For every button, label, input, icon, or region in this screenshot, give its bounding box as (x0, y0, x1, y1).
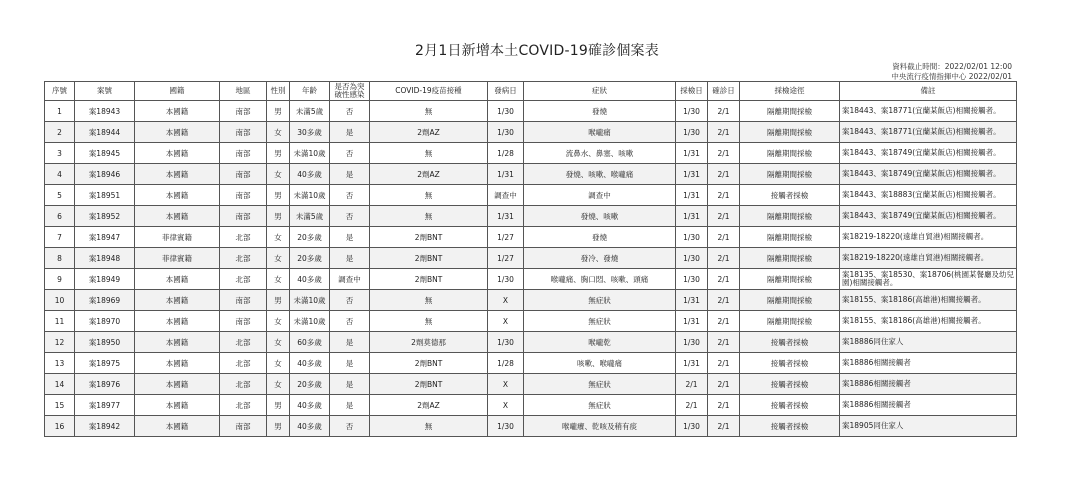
cell-onset: 調查中 (488, 185, 524, 206)
cell-age: 40多歲 (290, 269, 330, 290)
cell-case-no: 案18942 (75, 416, 135, 437)
cell-region: 南部 (220, 143, 267, 164)
header-onset: 發病日 (488, 82, 524, 101)
cell-sample-date: 2/1 (676, 374, 708, 395)
cell-note: 案18886相關接觸者 (840, 374, 1017, 395)
cell-case-no: 案18948 (75, 248, 135, 269)
cell-case-no: 案18976 (75, 374, 135, 395)
header-sex: 性別 (267, 82, 290, 101)
cell-onset: 1/30 (488, 101, 524, 122)
cell-case-no: 案18949 (75, 269, 135, 290)
header-seq: 序號 (45, 82, 75, 101)
table-header (45, 82, 1017, 101)
cell-sample-route: 隔離期間採檢 (740, 164, 840, 185)
cell-sex: 女 (267, 164, 290, 185)
cell-symptoms: 喉嚨痛 (524, 122, 676, 143)
cell-age: 20多歲 (290, 248, 330, 269)
cell-sample-route: 隔離期間採檢 (740, 311, 840, 332)
cell-vaccine: 2劑BNT (370, 269, 488, 290)
table-row (45, 416, 1017, 437)
cell-onset: X (488, 290, 524, 311)
cell-region: 南部 (220, 185, 267, 206)
cell-seq: 12 (45, 332, 75, 353)
cell-vaccine: 無 (370, 416, 488, 437)
cell-confirm-date: 2/1 (708, 290, 740, 311)
cell-sample-route: 隔離期間採檢 (740, 248, 840, 269)
cell-region: 北部 (220, 374, 267, 395)
cell-vaccine: 2劑AZ (370, 164, 488, 185)
cell-note: 案18219-18220(遠雄自貿港)相關接觸者。 (840, 248, 1017, 269)
cell-breakthrough: 否 (330, 416, 370, 437)
cell-symptoms: 發燒、咳嗽 (524, 206, 676, 227)
cell-sex: 女 (267, 353, 290, 374)
cell-note: 案18155、案18186(高雄港)相關接觸者。 (840, 311, 1017, 332)
cell-vaccine: 2劑莫德那 (370, 332, 488, 353)
cell-note: 案18155、案18186(高雄港)相關接觸者。 (840, 290, 1017, 311)
cell-sample-route: 接觸者採檢 (740, 332, 840, 353)
header-case-no: 案號 (75, 82, 135, 101)
cell-region: 南部 (220, 101, 267, 122)
cell-nationality: 本國籍 (135, 143, 220, 164)
cell-symptoms: 咳嗽、喉嚨痛 (524, 353, 676, 374)
cell-age: 40多歲 (290, 164, 330, 185)
cell-onset: 1/27 (488, 248, 524, 269)
cell-note: 案18443、案18771(宜蘭某飯店)相關接觸者。 (840, 101, 1017, 122)
cell-onset: X (488, 374, 524, 395)
cell-region: 北部 (220, 227, 267, 248)
cell-sex: 女 (267, 311, 290, 332)
cell-age: 30多歲 (290, 122, 330, 143)
table-row (45, 290, 1017, 311)
cell-confirm-date: 2/1 (708, 311, 740, 332)
cell-age: 未滿10歲 (290, 185, 330, 206)
cell-confirm-date: 2/1 (708, 416, 740, 437)
cell-sample-date: 1/31 (676, 185, 708, 206)
cell-seq: 3 (45, 143, 75, 164)
cell-age: 40多歲 (290, 416, 330, 437)
header-vaccine: COVID-19疫苗接種 (370, 82, 488, 101)
cell-nationality: 本國籍 (135, 185, 220, 206)
cell-vaccine: 無 (370, 101, 488, 122)
cell-note: 案18443、案18771(宜蘭某飯店)相關接觸者。 (840, 122, 1017, 143)
header-note: 備註 (840, 82, 1017, 101)
table-row (45, 353, 1017, 374)
cell-breakthrough: 否 (330, 311, 370, 332)
cell-seq: 7 (45, 227, 75, 248)
cell-seq: 10 (45, 290, 75, 311)
cell-age: 40多歲 (290, 353, 330, 374)
cell-nationality: 本國籍 (135, 416, 220, 437)
table-row (45, 395, 1017, 416)
cell-sample-date: 1/30 (676, 416, 708, 437)
cell-case-no: 案18952 (75, 206, 135, 227)
cell-confirm-date: 2/1 (708, 101, 740, 122)
cell-age: 未滿5歲 (290, 206, 330, 227)
cell-breakthrough: 是 (330, 122, 370, 143)
cell-onset: X (488, 311, 524, 332)
cell-sex: 男 (267, 416, 290, 437)
cell-onset: X (488, 395, 524, 416)
cell-onset: 1/31 (488, 164, 524, 185)
cell-case-no: 案18944 (75, 122, 135, 143)
cell-seq: 5 (45, 185, 75, 206)
cell-sex: 女 (267, 332, 290, 353)
cell-symptoms: 流鼻水、鼻塞、咳嗽 (524, 143, 676, 164)
cell-confirm-date: 2/1 (708, 185, 740, 206)
cell-nationality: 本國籍 (135, 269, 220, 290)
cell-onset: 1/30 (488, 122, 524, 143)
cell-vaccine: 2劑BNT (370, 227, 488, 248)
cell-breakthrough: 否 (330, 206, 370, 227)
cell-sample-date: 1/30 (676, 227, 708, 248)
cell-note: 案18886相關接觸者 (840, 353, 1017, 374)
header-sample-date: 採檢日 (676, 82, 708, 101)
cell-case-no: 案18947 (75, 227, 135, 248)
cell-sample-date: 1/31 (676, 353, 708, 374)
cell-case-no: 案18969 (75, 290, 135, 311)
cell-onset: 1/27 (488, 227, 524, 248)
table-row (45, 164, 1017, 185)
cell-note: 案18443、案18749(宜蘭某飯店)相關接觸者。 (840, 143, 1017, 164)
cell-onset: 1/31 (488, 206, 524, 227)
cell-sample-route: 隔離期間採檢 (740, 143, 840, 164)
table-row (45, 185, 1017, 206)
cell-age: 未滿5歲 (290, 101, 330, 122)
cell-sample-date: 1/31 (676, 290, 708, 311)
cell-sample-date: 2/1 (676, 395, 708, 416)
cell-sex: 女 (267, 122, 290, 143)
table-row (45, 101, 1017, 122)
header-confirm-date: 確診日 (708, 82, 740, 101)
cell-nationality: 本國籍 (135, 374, 220, 395)
cell-breakthrough: 是 (330, 395, 370, 416)
cell-sample-route: 隔離期間採檢 (740, 290, 840, 311)
cell-sample-route: 隔離期間採檢 (740, 206, 840, 227)
cell-nationality: 本國籍 (135, 395, 220, 416)
cell-sample-date: 1/31 (676, 206, 708, 227)
cell-confirm-date: 2/1 (708, 122, 740, 143)
cell-region: 南部 (220, 311, 267, 332)
cell-seq: 2 (45, 122, 75, 143)
cell-vaccine: 2劑BNT (370, 248, 488, 269)
cell-region: 北部 (220, 248, 267, 269)
cell-nationality: 本國籍 (135, 332, 220, 353)
cell-vaccine: 無 (370, 185, 488, 206)
header-symptoms: 症狀 (524, 82, 676, 101)
header-region: 地區 (220, 82, 267, 101)
cell-note: 案18886相關接觸者 (840, 395, 1017, 416)
cell-seq: 16 (45, 416, 75, 437)
cell-sample-date: 1/30 (676, 332, 708, 353)
cell-nationality: 本國籍 (135, 290, 220, 311)
cell-vaccine: 2劑AZ (370, 122, 488, 143)
header-breakthrough: 是否為突破性感染 (330, 82, 370, 101)
cell-sample-date: 1/30 (676, 101, 708, 122)
cell-sample-route: 接觸者採檢 (740, 416, 840, 437)
cell-symptoms: 喉嚨癢、乾咳及稍有痰 (524, 416, 676, 437)
cell-note: 案18443、案18749(宜蘭某飯店)相關接觸者。 (840, 206, 1017, 227)
cell-sample-date: 1/30 (676, 248, 708, 269)
cell-region: 南部 (220, 206, 267, 227)
cell-sex: 男 (267, 101, 290, 122)
cell-region: 北部 (220, 353, 267, 374)
cell-onset: 1/30 (488, 332, 524, 353)
table-row (45, 206, 1017, 227)
cell-age: 60多歲 (290, 332, 330, 353)
cell-sex: 女 (267, 269, 290, 290)
cell-nationality: 本國籍 (135, 164, 220, 185)
cell-age: 20多歲 (290, 227, 330, 248)
cell-note: 案18443、案18883(宜蘭某飯店)相關接觸者。 (840, 185, 1017, 206)
cell-region: 南部 (220, 290, 267, 311)
cell-age: 未滿10歲 (290, 311, 330, 332)
cell-vaccine: 無 (370, 290, 488, 311)
cell-breakthrough: 否 (330, 185, 370, 206)
cell-vaccine: 無 (370, 311, 488, 332)
table-row (45, 227, 1017, 248)
cell-sample-date: 1/31 (676, 311, 708, 332)
cell-breakthrough: 否 (330, 101, 370, 122)
data-source: 中央流行疫情指揮中心 2022/02/01 (891, 72, 1012, 81)
cell-onset: 1/30 (488, 269, 524, 290)
cell-symptoms: 無症狀 (524, 311, 676, 332)
cell-vaccine: 2劑AZ (370, 395, 488, 416)
cell-symptoms: 喉嚨乾 (524, 332, 676, 353)
report-meta (891, 62, 1012, 82)
cell-breakthrough: 是 (330, 353, 370, 374)
cell-sample-date: 1/31 (676, 164, 708, 185)
cell-sample-route: 接觸者採檢 (740, 353, 840, 374)
cell-symptoms: 發燒 (524, 101, 676, 122)
table-row (45, 122, 1017, 143)
cell-sample-route: 隔離期間採檢 (740, 122, 840, 143)
header-row (45, 82, 1017, 101)
cell-breakthrough: 是 (330, 164, 370, 185)
cell-region: 南部 (220, 122, 267, 143)
cell-sex: 女 (267, 248, 290, 269)
cell-vaccine: 2劑BNT (370, 353, 488, 374)
cell-note: 案18219-18220(遠雄自貿港)相關接觸者。 (840, 227, 1017, 248)
cell-confirm-date: 2/1 (708, 164, 740, 185)
cell-symptoms: 無症狀 (524, 290, 676, 311)
cell-age: 未滿10歲 (290, 143, 330, 164)
cell-confirm-date: 2/1 (708, 248, 740, 269)
cell-sample-route: 接觸者採檢 (740, 185, 840, 206)
cell-seq: 13 (45, 353, 75, 374)
cell-sex: 男 (267, 185, 290, 206)
cell-breakthrough: 是 (330, 374, 370, 395)
cell-sample-route: 隔離期間採檢 (740, 269, 840, 290)
cell-sex: 女 (267, 374, 290, 395)
cell-seq: 11 (45, 311, 75, 332)
cell-onset: 1/30 (488, 416, 524, 437)
cell-case-no: 案18970 (75, 311, 135, 332)
cell-confirm-date: 2/1 (708, 143, 740, 164)
cell-sex: 男 (267, 206, 290, 227)
header-nationality: 國籍 (135, 82, 220, 101)
cell-symptoms: 喉嚨痛、胸口悶、咳嗽、頭痛 (524, 269, 676, 290)
cell-note: 案18886同住家人 (840, 332, 1017, 353)
cell-nationality: 本國籍 (135, 206, 220, 227)
table-body (45, 101, 1017, 437)
cell-sample-route: 接觸者採檢 (740, 395, 840, 416)
cell-seq: 15 (45, 395, 75, 416)
cell-confirm-date: 2/1 (708, 206, 740, 227)
cell-confirm-date: 2/1 (708, 227, 740, 248)
case-table (44, 81, 1017, 437)
cell-confirm-date: 2/1 (708, 269, 740, 290)
cell-sample-route: 隔離期間採檢 (740, 101, 840, 122)
cell-symptoms: 無症狀 (524, 374, 676, 395)
table-row (45, 374, 1017, 395)
header-age: 年齡 (290, 82, 330, 101)
cell-case-no: 案18951 (75, 185, 135, 206)
cell-case-no: 案18946 (75, 164, 135, 185)
page-title: 2月1日新增本土COVID-19確診個案表 (415, 43, 659, 59)
cell-nationality: 本國籍 (135, 122, 220, 143)
cell-sample-date: 1/30 (676, 269, 708, 290)
cell-age: 40多歲 (290, 395, 330, 416)
header-sample-route: 採檢途徑 (740, 82, 840, 101)
cell-breakthrough: 是 (330, 332, 370, 353)
table-row (45, 248, 1017, 269)
cell-symptoms: 無症狀 (524, 395, 676, 416)
cell-symptoms: 調查中 (524, 185, 676, 206)
cell-note: 案18135、案18530、案18706(桃園某餐廳及幼兒園)相關接觸者。 (840, 269, 1017, 290)
cell-symptoms: 發燒、咳嗽、喉嚨痛 (524, 164, 676, 185)
cell-seq: 8 (45, 248, 75, 269)
cell-breakthrough: 是 (330, 248, 370, 269)
cell-region: 南部 (220, 164, 267, 185)
cell-seq: 14 (45, 374, 75, 395)
cell-case-no: 案18950 (75, 332, 135, 353)
cell-sex: 男 (267, 143, 290, 164)
table-row (45, 143, 1017, 164)
cell-case-no: 案18977 (75, 395, 135, 416)
cell-breakthrough: 否 (330, 290, 370, 311)
cell-case-no: 案18975 (75, 353, 135, 374)
cell-age: 未滿10歲 (290, 290, 330, 311)
table-row (45, 332, 1017, 353)
cell-age: 20多歲 (290, 374, 330, 395)
cell-confirm-date: 2/1 (708, 395, 740, 416)
cell-confirm-date: 2/1 (708, 353, 740, 374)
cell-region: 北部 (220, 395, 267, 416)
cell-vaccine: 無 (370, 143, 488, 164)
cell-confirm-date: 2/1 (708, 374, 740, 395)
cell-onset: 1/28 (488, 143, 524, 164)
cell-vaccine: 2劑BNT (370, 374, 488, 395)
data-cutoff-time: 資料截止時間：2022/02/01 12:00 (892, 62, 1012, 71)
cell-note: 案18443、案18749(宜蘭某飯店)相關接觸者。 (840, 164, 1017, 185)
cell-case-no: 案18943 (75, 101, 135, 122)
cell-region: 北部 (220, 269, 267, 290)
cell-nationality: 菲律賓籍 (135, 227, 220, 248)
cell-breakthrough: 否 (330, 143, 370, 164)
cell-breakthrough: 是 (330, 227, 370, 248)
cell-seq: 9 (45, 269, 75, 290)
cell-sex: 男 (267, 290, 290, 311)
cell-sample-date: 1/30 (676, 122, 708, 143)
cell-sample-route: 接觸者採檢 (740, 374, 840, 395)
cell-vaccine: 無 (370, 206, 488, 227)
cell-region: 北部 (220, 332, 267, 353)
cell-note: 案18905同住家人 (840, 416, 1017, 437)
cell-confirm-date: 2/1 (708, 332, 740, 353)
cell-case-no: 案18945 (75, 143, 135, 164)
cell-nationality: 本國籍 (135, 311, 220, 332)
cell-nationality: 本國籍 (135, 353, 220, 374)
cell-symptoms: 發燒 (524, 227, 676, 248)
cell-region: 南部 (220, 416, 267, 437)
cell-nationality: 本國籍 (135, 101, 220, 122)
cell-seq: 1 (45, 101, 75, 122)
cell-sex: 女 (267, 227, 290, 248)
cell-breakthrough: 調查中 (330, 269, 370, 290)
table-row (45, 311, 1017, 332)
cell-seq: 6 (45, 206, 75, 227)
cell-nationality: 菲律賓籍 (135, 248, 220, 269)
cell-onset: 1/28 (488, 353, 524, 374)
cell-sample-date: 1/31 (676, 143, 708, 164)
cell-sample-route: 隔離期間採檢 (740, 227, 840, 248)
cell-sex: 男 (267, 395, 290, 416)
table-row (45, 269, 1017, 290)
cell-seq: 4 (45, 164, 75, 185)
cell-symptoms: 發冷、發燒 (524, 248, 676, 269)
